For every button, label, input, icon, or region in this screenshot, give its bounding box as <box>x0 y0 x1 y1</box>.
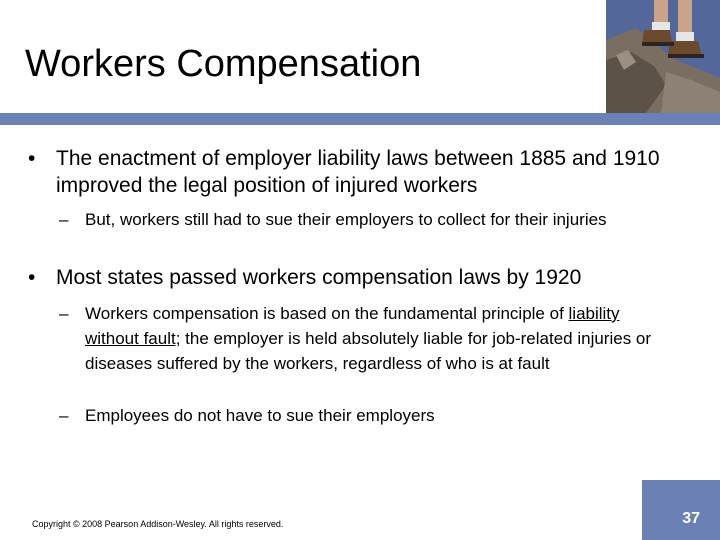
bullet-marker: • <box>28 147 36 170</box>
bullet-item <box>26 264 696 291</box>
hiker-climbing-photo <box>606 0 720 113</box>
bullet-text: Most states passed workers compensation laws by 1920 <box>56 266 582 289</box>
sub-bullet-item <box>59 404 671 427</box>
title-divider-bar <box>0 113 720 125</box>
bullet-text: The enactment of employer liability laws between 1885 and 1910 improved the legal position of injured workers <box>56 147 660 197</box>
sub-bullet-item <box>59 208 659 231</box>
sub-bullet-marker: – <box>59 304 69 323</box>
hiker-legs-on-rock-image <box>606 0 720 113</box>
page-number-box <box>642 480 720 540</box>
bullet-marker: • <box>28 266 36 289</box>
sub-bullet-text: But, workers still had to sue their employers to collect for their injuries <box>85 210 607 229</box>
sub-bullet-item <box>59 301 671 376</box>
underlined-term: liability without fault; <box>85 304 620 348</box>
sub-bullet-marker: – <box>59 406 69 425</box>
bullet-item <box>26 145 696 199</box>
page-number: 37 <box>682 510 700 527</box>
sub-bullet-text: Employees do not have to sue their employers <box>85 406 435 425</box>
sub-bullet-text-start: Workers compensation is based on the fundamental principle of <box>85 304 569 323</box>
sub-bullet-marker: – <box>59 210 69 229</box>
slide-title: Workers Compensation <box>25 43 422 85</box>
sub-bullet-text-end: the employer is held absolutely liable for job-related injuries or diseases suffered by the workers, regardless of who is at fault <box>85 329 652 373</box>
sub-bullet-text <box>85 301 671 376</box>
copyright-footer: Copyright © 2008 Pearson Addison-Wesley. All rights reserved. <box>32 519 284 529</box>
